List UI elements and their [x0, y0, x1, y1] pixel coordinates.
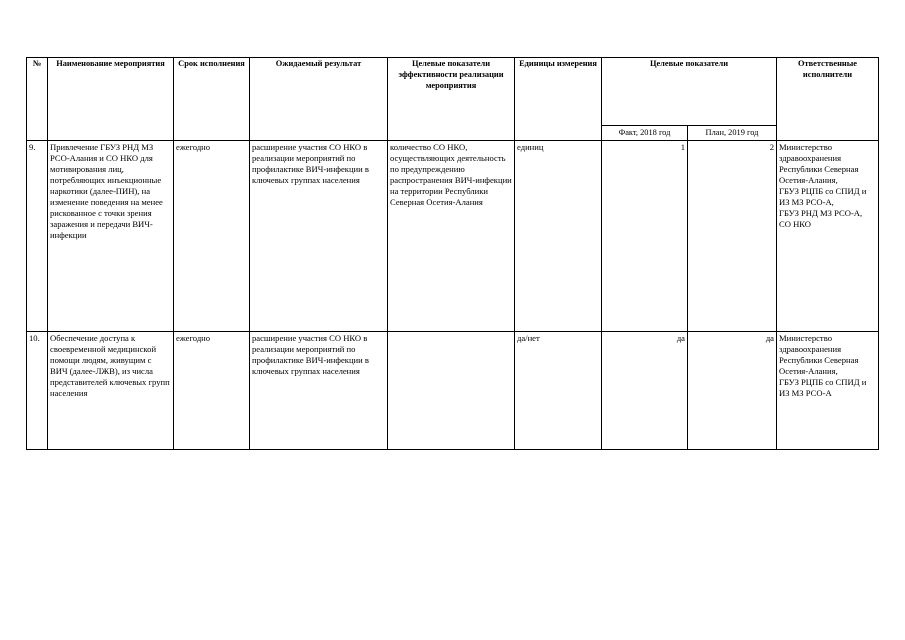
fact-2018-value: да — [602, 332, 688, 450]
activity-name: Обеспечение доступа к своевременной медицинской помощи людям, живущим с ВИЧ (далее-ЛЖВ), из числа представителей ключевых групп населения — [48, 332, 174, 450]
row-number: 10. — [27, 332, 48, 450]
units: единиц — [515, 141, 602, 332]
header-responsible: Ответственные исполнители — [777, 58, 879, 141]
header-row — [27, 58, 879, 126]
table-row — [27, 141, 879, 332]
target-indicator: количество СО НКО, осуществляющих деятельность по предупреждению распространения ВИЧ-инфекции на территории Республики Северная Осетия-Алания — [388, 141, 515, 332]
responsible-executors — [777, 141, 879, 332]
row-number: 9. — [27, 141, 48, 332]
header-term: Срок исполнения — [174, 58, 250, 141]
expected-result: расширение участия СО НКО в реализации мероприятий по профилактике ВИЧ-инфекции в ключевых группах населения — [250, 141, 388, 332]
header-plan-2019: План, 2019 год — [688, 126, 777, 141]
header-target-indicator: Целевые показатели эффективности реализации мероприятия — [388, 58, 515, 141]
units: да/нет — [515, 332, 602, 450]
header-number: № — [27, 58, 48, 141]
header-expected-result: Ожидаемый результат — [250, 58, 388, 141]
responsible-executors — [777, 332, 879, 450]
fact-2018-value: 1 — [602, 141, 688, 332]
target-indicator — [388, 332, 515, 450]
header-units: Единицы измерения — [515, 58, 602, 141]
expected-result: расширение участия СО НКО в реализации мероприятий по профилактике ВИЧ-инфекции в ключевых группах населения — [250, 332, 388, 450]
responsible-line: Министерство здравоохранения Республики Северная Осетия-Алания, — [779, 333, 859, 376]
responsible-line: ГБУЗ РЦПБ со СПИД и ИЗ МЗ РСО-А, — [779, 186, 867, 207]
table-row — [27, 332, 879, 450]
responsible-line: ГБУЗ РНД МЗ РСО-А, СО НКО — [779, 208, 863, 229]
term: ежегодно — [174, 332, 250, 450]
responsible-line: ГБУЗ РЦПБ со СПИД и ИЗ МЗ РСО-А — [779, 377, 867, 398]
plan-2019-value: 2 — [688, 141, 777, 332]
plan-2019-value: да — [688, 332, 777, 450]
activity-plan-table — [26, 57, 879, 450]
header-target-values: Целевые показатели — [602, 58, 777, 126]
activity-name: Привлечение ГБУЗ РНД МЗ РСО-Алания и СО НКО для мотивирования лиц, потребляющих инъекционные наркотики (далее-ПИН), на изменение поведения на менее рискованное с точки зрения заражения и передачи ВИЧ-инфекции — [48, 141, 174, 332]
header-fact-2018: Факт, 2018 год — [602, 126, 688, 141]
responsible-line: Министерство здравоохранения Республики Северная Осетия-Алания, — [779, 142, 859, 185]
header-activity-name: Наименование мероприятия — [48, 58, 174, 141]
term: ежегодно — [174, 141, 250, 332]
